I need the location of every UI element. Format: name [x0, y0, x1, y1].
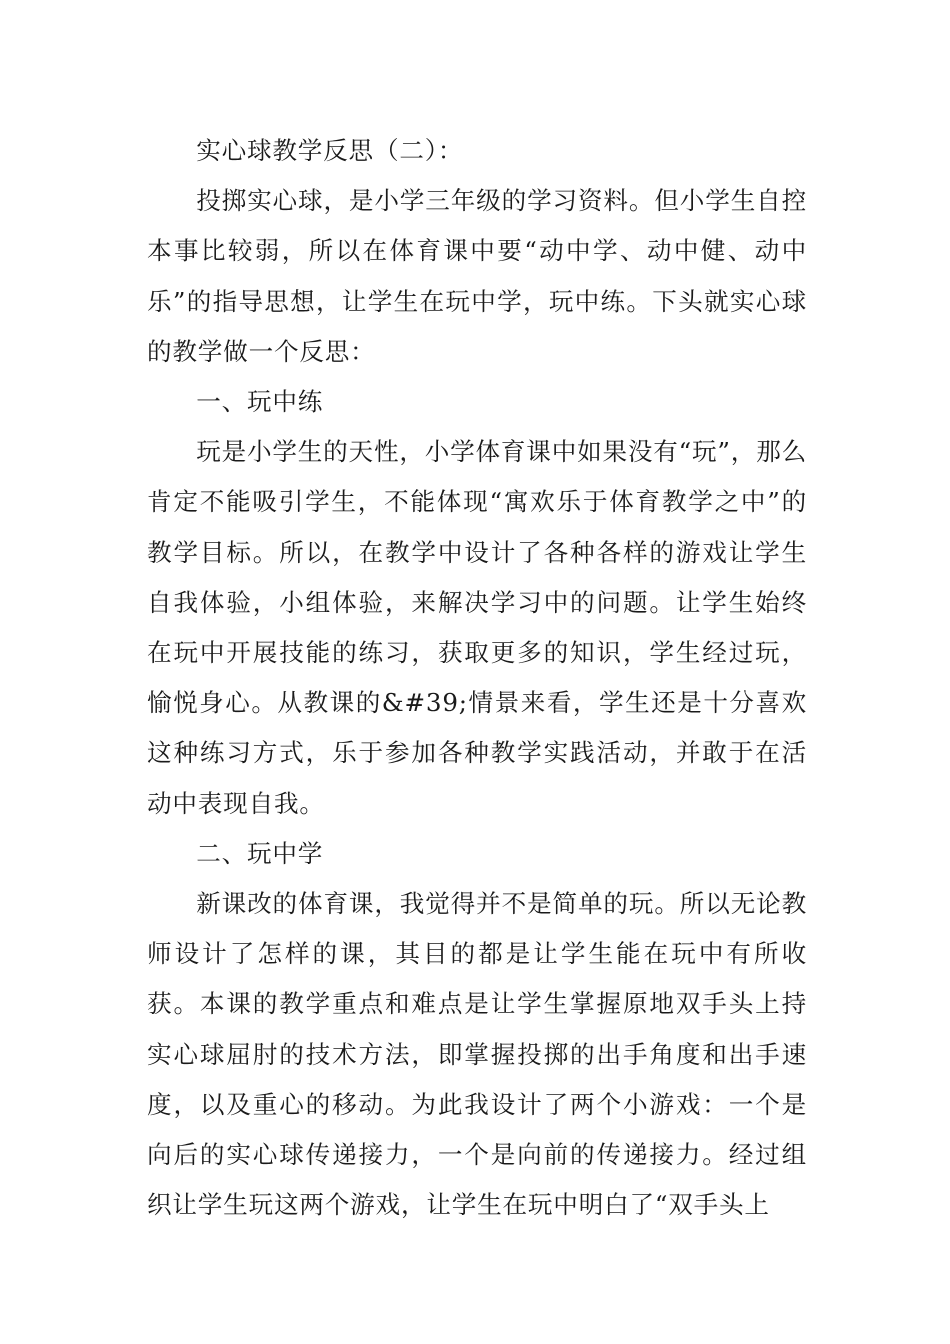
document-body	[147, 126, 807, 1230]
paragraph-play-learn: 新课改的体育课，我觉得并不是简单的玩。所以无论教师设计了怎样的课，其目的都是让学生能在玩中有所收获。本课的教学重点和难点是让学生掌握原地双手头上持实心球屈肘的技术方法，即掌握投掷的出手角度和出手速度，以及重心的移动。为此我设计了两个小游戏：一个是向后的实心球传递接力，一个是向前的传递接力。经过组织让学生玩这两个游戏，让学生在玩中明白了“双手头上	[147, 889, 807, 1220]
intro-paragraph: 投掷实心球，是小学三年级的学习资料。但小学生自控本事比较弱，所以在体育课中要“动中学、动中健、动中乐”的指导思想，让学生在玩中学，玩中练。下头就实心球的教学做一个反思：	[147, 186, 807, 366]
heading-play-practice: 一、玩中练	[196, 387, 324, 417]
section-title: 实心球教学反思（二）：	[196, 136, 464, 165]
heading-play-learn: 二、玩中学	[196, 838, 324, 868]
paragraph-play-practice: 玩是小学生的天性，小学体育课中如果没有“玩”，那么肯定不能吸引学生，不能体现“寓欢乐于体育教学之中”的教学目标。所以，在教学中设计了各种各样的游戏让学生自我体验，小组体验，来解决学习中的问题。让学生始终在玩中开展技能的练习，获取更多的知识，学生经过玩，愉悦身心。从教课的&#39;情景来看，学生还是十分喜欢这种练习方式，乐于参加各种教学实践活动，并敢于在活动中表现自我。	[147, 437, 807, 818]
